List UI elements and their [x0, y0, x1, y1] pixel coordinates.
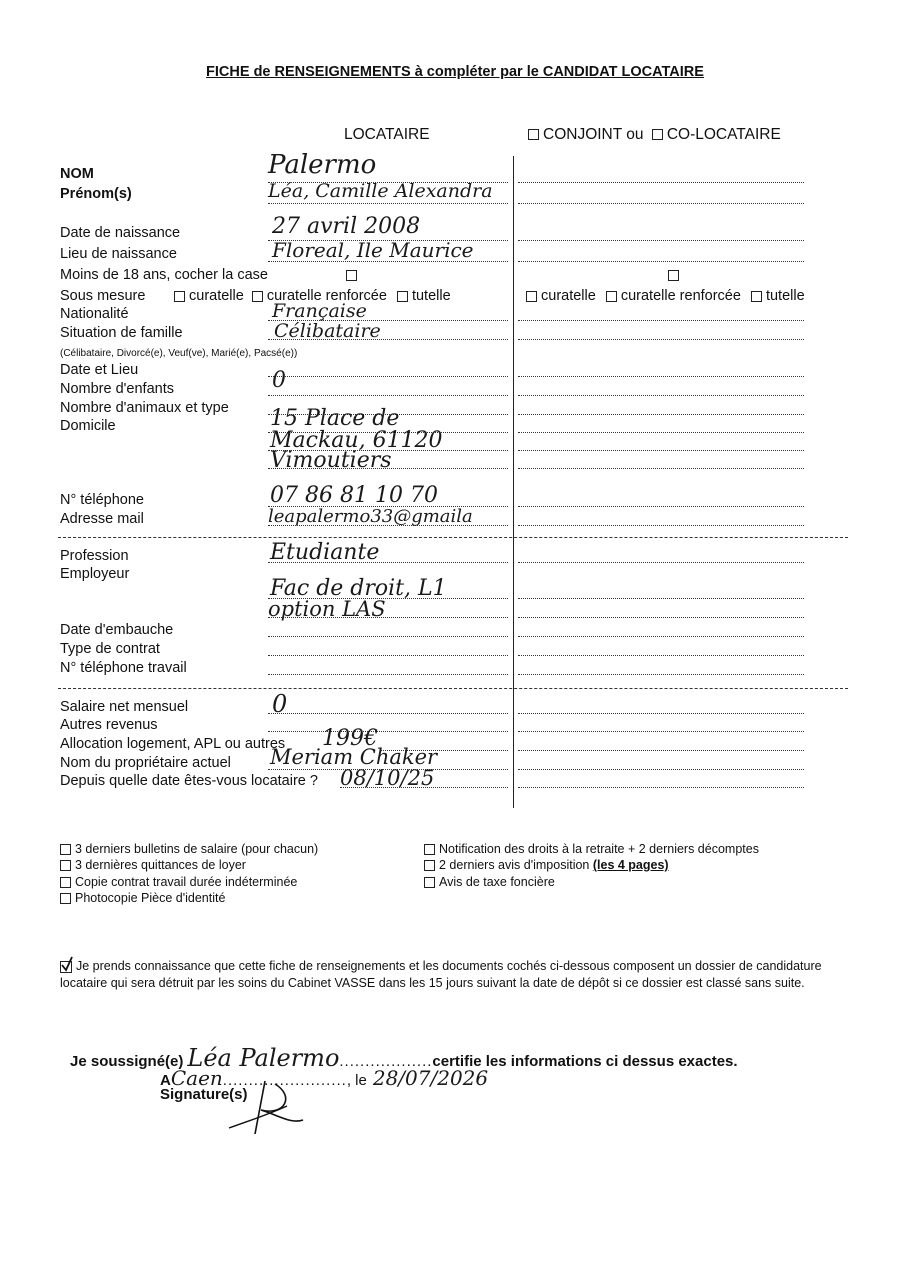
document-item [424, 858, 669, 872]
dotline [268, 395, 508, 396]
sous-mesure-options-conjoint [526, 288, 805, 304]
document-checkbox[interactable] [60, 860, 71, 871]
certifie-label: certifie les informations ci dessus exactes. [432, 1053, 738, 1070]
label-allocation: Allocation logement, APL ou autres [60, 736, 286, 752]
dotline [268, 713, 508, 714]
soussigne-line: Je soussigné(e) Léa Palermo..................certifie les informations ci dessus exactes. [70, 1044, 738, 1072]
dotline [518, 562, 804, 563]
hand-employeur-2: option LAS [268, 597, 386, 621]
label-date-lieu: Date et Lieu [60, 362, 139, 378]
document-checkbox[interactable] [424, 844, 435, 855]
hand-domicile-1: 15 Place de [270, 406, 400, 431]
curatelle-renforcee-checkbox-conjoint[interactable] [606, 291, 617, 302]
dotline [268, 203, 508, 204]
dotline [268, 674, 508, 675]
label-nationalite: Nationalité [60, 306, 129, 322]
dotline [518, 769, 804, 770]
label-embauche: Date d'embauche [60, 622, 174, 638]
hand-lieu: Caen [170, 1066, 223, 1090]
document-checkbox[interactable] [60, 877, 71, 888]
document-checkbox[interactable] [60, 844, 71, 855]
hand-lieu-naissance: Floreal, Ile Maurice [272, 238, 474, 262]
curatelle-checkbox[interactable] [174, 291, 185, 302]
curatelle-label-conjoint: curatelle [541, 288, 596, 304]
dotline [518, 261, 804, 262]
situation-hint: (Célibataire, Divorcé(e), Veuf(ve), Marié(e), Pacsé(e)) [60, 348, 298, 359]
label-date-naissance: Date de naissance [60, 225, 181, 241]
dotline [518, 674, 804, 675]
hand-salaire: 0 [272, 690, 288, 718]
check-icon [60, 956, 74, 972]
label-sous-mesure: Sous mesure [60, 288, 146, 304]
dotline [268, 731, 508, 732]
label-proprietaire: Nom du propriétaire actuel [60, 755, 231, 771]
tutelle-label: tutelle [411, 288, 451, 304]
hand-nom: Palermo [268, 150, 377, 180]
document-item [424, 875, 555, 889]
dotline [518, 320, 804, 321]
dotline [518, 655, 804, 656]
dotline [518, 203, 804, 204]
signature-drawing [225, 1076, 305, 1138]
document-item [60, 842, 318, 856]
label-enfants: Nombre d'enfants [60, 381, 174, 397]
moins-18-checkbox-conjoint[interactable] [668, 270, 679, 281]
dotline [268, 376, 508, 377]
column-head-locataire: LOCATAIRE [344, 126, 430, 143]
le-label: , le [346, 1072, 367, 1089]
dotline [518, 636, 804, 637]
hand-domicile-2: Mackau, 61120 [270, 428, 443, 453]
a-label: A [160, 1072, 171, 1089]
hand-telephone: 07 86 81 10 70 [270, 483, 438, 508]
label-moins-18: Moins de 18 ans, cocher la case [60, 267, 268, 283]
dotline [518, 182, 804, 183]
document-checkbox[interactable] [424, 877, 435, 888]
dotline [518, 617, 804, 618]
document-checkbox[interactable] [60, 893, 71, 904]
conjoint-label: CONJOINT ou [543, 126, 644, 143]
tutelle-checkbox[interactable] [397, 291, 408, 302]
hand-enfants: 0 [272, 368, 286, 393]
dotline [518, 525, 804, 526]
dotline [518, 376, 804, 377]
label-salaire: Salaire net mensuel [60, 699, 189, 715]
document-label: Avis de taxe foncière [439, 875, 555, 889]
label-profession: Profession [60, 548, 129, 564]
label-autres-revenus: Autres revenus [60, 717, 158, 733]
document-label: Copie contrat travail durée indéterminée [75, 875, 298, 889]
hand-soussigne: Léa Palermo [187, 1044, 340, 1072]
column-head-conjoint [528, 126, 781, 144]
hand-depuis: 08/10/25 [340, 766, 435, 790]
dotline [518, 240, 804, 241]
curatelle-checkbox-conjoint[interactable] [526, 291, 537, 302]
hand-proprietaire: Meriam Chaker [270, 745, 438, 769]
tutelle-checkbox-conjoint[interactable] [751, 291, 762, 302]
hand-allocation: 199€ [322, 726, 378, 751]
section-separator [58, 688, 848, 689]
hand-profession: Etudiante [270, 540, 380, 565]
label-employeur: Employeur [60, 566, 130, 582]
label-depuis: Depuis quelle date êtes-vous locataire ? [60, 773, 318, 789]
curatelle-label: curatelle [189, 288, 244, 304]
signature-label: Signature(s) [160, 1086, 248, 1103]
label-animaux: Nombre d'animaux et type [60, 400, 229, 416]
moins-18-checkbox-locataire[interactable] [346, 270, 357, 281]
page-title: FICHE de RENSEIGNEMENTS à compléter par le CANDIDAT LOCATAIRE [206, 64, 704, 80]
document-checkbox[interactable] [424, 860, 435, 871]
document-item [60, 858, 246, 872]
label-lieu-naissance: Lieu de naissance [60, 246, 177, 262]
curatelle-renforcee-label: curatelle renforcée [266, 288, 387, 304]
dotline [518, 598, 804, 599]
document-label: 2 derniers avis d'imposition [439, 858, 590, 872]
curatelle-renforcee-label-conjoint: curatelle renforcée [620, 288, 741, 304]
document-label: Photocopie Pièce d'identité [75, 891, 226, 905]
acknowledgement-text: Je prends connaissance que cette fiche de renseignements et les documents cochés ci-dessous composent un dossier de candidature locataire qui sera détruit par les soins du Cabinet VASSE dans les 15 jours suivant la date de dépôt si ce dossier est classé sans suite. [60, 959, 822, 990]
document-label: 3 dernières quittances de loyer [75, 858, 246, 872]
curatelle-renforcee-checkbox[interactable] [252, 291, 263, 302]
tutelle-label-conjoint: tutelle [765, 288, 805, 304]
section-separator [58, 537, 848, 538]
hand-employeur-1: Fac de droit, L1 [270, 576, 447, 601]
dotline [518, 731, 804, 732]
dotline [268, 655, 508, 656]
dotline [268, 636, 508, 637]
lieu-date-line: ACaen........................, le 28/07/2026 [160, 1066, 489, 1090]
colocataire-label: CO-LOCATAIRE [666, 126, 781, 143]
label-situation: Situation de famille [60, 325, 183, 341]
hand-domicile-3: Vimoutiers [270, 448, 392, 473]
hand-prenom: Léa, Camille Alexandra [268, 180, 493, 202]
document-label-emphasis: (les 4 pages) [592, 858, 669, 872]
document-item [424, 842, 759, 856]
label-nom: NOM [60, 166, 94, 182]
hand-situation: Célibataire [274, 320, 381, 342]
dotline [518, 339, 804, 340]
dotline [518, 468, 804, 469]
label-tel-travail: N° téléphone travail [60, 660, 187, 676]
document-label: Notification des droits à la retraite + 2 derniers décomptes [439, 842, 759, 856]
hand-nationalite: Française [272, 300, 367, 322]
document-item [60, 875, 297, 889]
dotline [518, 713, 804, 714]
column-divider [513, 156, 514, 808]
dotline [518, 450, 804, 451]
dotline [518, 395, 804, 396]
label-domicile: Domicile [60, 418, 116, 434]
hand-mail: leapalermo33@gmaila [268, 506, 473, 527]
document-label: 3 derniers bulletins de salaire (pour chacun) [75, 842, 319, 856]
acknowledgement [60, 958, 830, 992]
acknowledgement-checkbox[interactable] [60, 961, 72, 973]
dotline [518, 506, 804, 507]
dotline [518, 787, 804, 788]
dotline [518, 750, 804, 751]
hand-date-naissance: 27 avril 2008 [272, 214, 421, 239]
dotline [518, 414, 804, 415]
soussigne-label: Je soussigné(e) [70, 1053, 184, 1070]
label-prenom: Prénom(s) [60, 186, 132, 202]
dotline [518, 432, 804, 433]
label-contrat: Type de contrat [60, 641, 160, 657]
document-item [60, 891, 225, 905]
hand-date: 28/07/2026 [372, 1066, 489, 1090]
conjoint-checkbox[interactable] [528, 129, 539, 140]
label-mail: Adresse mail [60, 511, 144, 527]
colocataire-checkbox[interactable] [652, 129, 663, 140]
label-telephone: N° téléphone [60, 492, 144, 508]
